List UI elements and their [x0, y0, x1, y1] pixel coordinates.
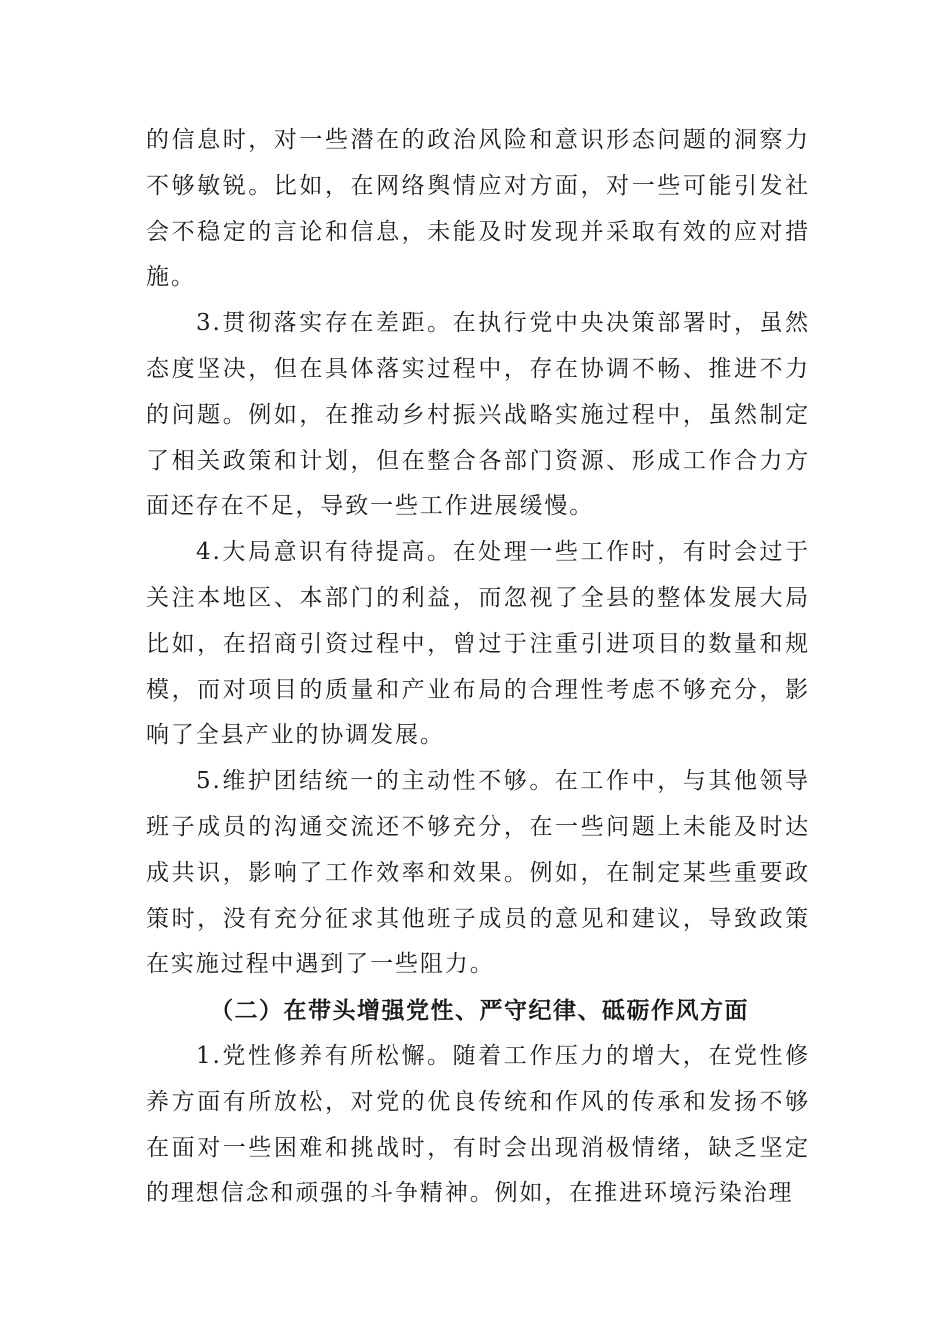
- document-body: [146, 118, 810, 1217]
- paragraph-item-5: 5.维护团结统一的主动性不够。在工作中，与其他领导班子成员的沟通交流还不够充分，在一些问题上未能及时达成共识，影响了工作效率和效果。例如，在制定某些重要政策时，没有充分征求其他班子成员的意见和建议，导致政策在实施过程中遇到了一些阻力。: [146, 768, 810, 978]
- section-heading: （二）在带头增强党性、严守纪律、砥砺作风方面: [210, 997, 749, 1025]
- paragraph-continuation: 的信息时，对一些潜在的政治风险和意识形态问题的洞察力不够敏锐。比如，在网络舆情应对方面，对一些可能引发社会不稳定的言论和信息，未能及时发现并采取有效的应对措施。: [146, 127, 810, 291]
- paragraph-section2-item-1: 1.党性修养有所松懈。随着工作压力的增大，在党性修养方面有所放松，对党的优良传统和作风的传承和发扬不够在面对一些困难和挑战时，有时会出现消极情绪，缺乏坚定的理想信念和顽强的斗争精神。例如，在推进环境污染治理: [146, 1042, 810, 1207]
- paragraph-item-3: 3.贯彻落实存在差距。在执行党中央决策部署时，虽然态度坚决，但在具体落实过程中，存在协调不畅、推进不力的问题。例如，在推动乡村振兴战略实施过程中，虽然制定了相关政策和计划，但在整合各部门资源、形成工作合力方面还存在不足，导致一些工作进展缓慢。: [146, 310, 810, 520]
- paragraph-item-4: 4.大局意识有待提高。在处理一些工作时，有时会过于关注本地区、本部门的利益，而忽视了全县的整体发展大局比如，在招商引资过程中，曾过于注重引进项目的数量和规模，而对项目的质量和产业布局的合理性考虑不够充分，影响了全县产业的协调发展。: [146, 539, 810, 749]
